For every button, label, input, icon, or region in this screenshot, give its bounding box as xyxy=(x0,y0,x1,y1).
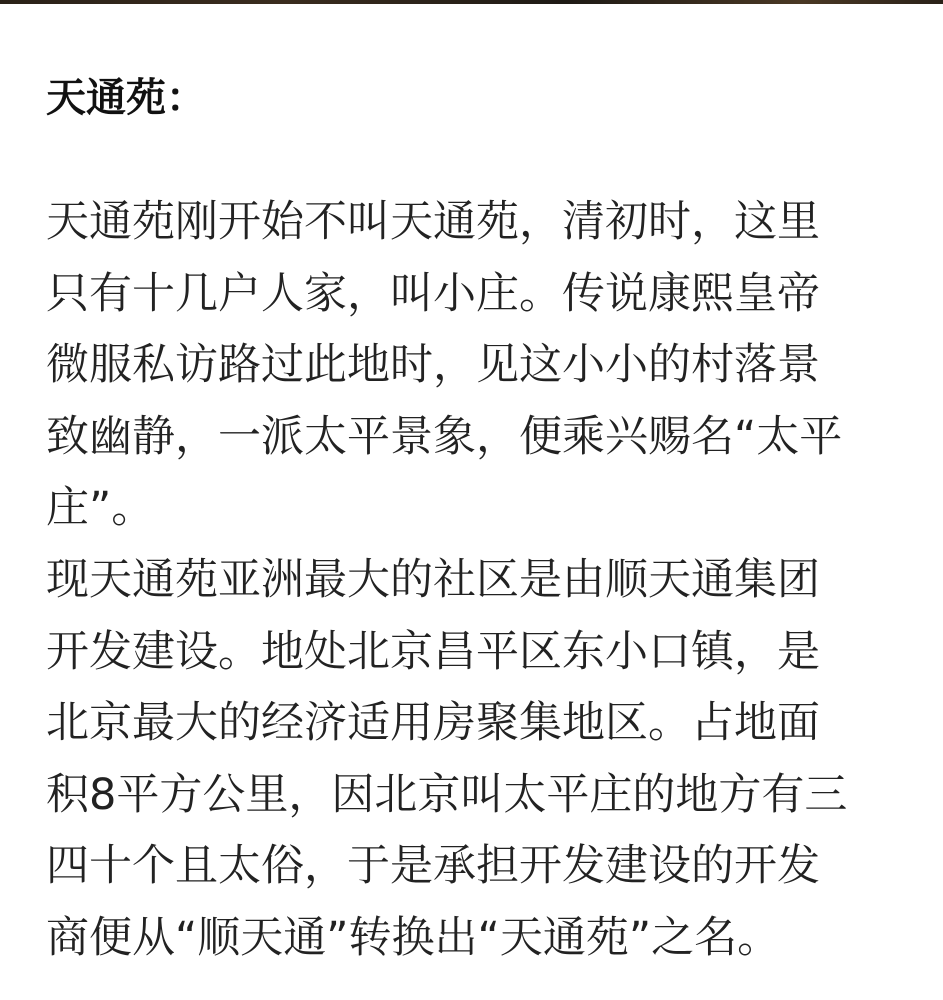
text-line: 微服私访路过此地时，见这小小的村落景 xyxy=(46,340,820,390)
text-line: 致幽静，一派太平景象，便乘兴赐名“太平 xyxy=(46,411,843,462)
text-line: 只有十几户人家，叫小庄。传说康熙皇帝 xyxy=(46,268,820,319)
top-image-edge xyxy=(0,0,943,4)
text-line: 现天通苑亚洲最大的社区是由顺天通集团 xyxy=(46,555,820,605)
text-line: 天通苑刚开始不叫天通苑，清初时，这里 xyxy=(46,197,820,247)
text-line: 四十个且太俗，于是承担开发建设的开发 xyxy=(46,841,820,891)
text-line: 北京最大的经济适用房聚集地区。占地面 xyxy=(46,698,820,748)
paragraph-present xyxy=(46,545,847,974)
text-line: 积8平方公里，因北京叫太平庄的地方有三 xyxy=(46,769,848,820)
paragraph-history xyxy=(46,187,842,545)
article-heading: 天通苑： xyxy=(46,75,206,121)
text-line: 庄”。 xyxy=(46,483,155,533)
text-line: 开发建设。地处北京昌平区东小口镇，是 xyxy=(46,626,820,677)
text-line: 商便从“顺天通”转换出“天通苑”之名。 xyxy=(46,912,781,963)
